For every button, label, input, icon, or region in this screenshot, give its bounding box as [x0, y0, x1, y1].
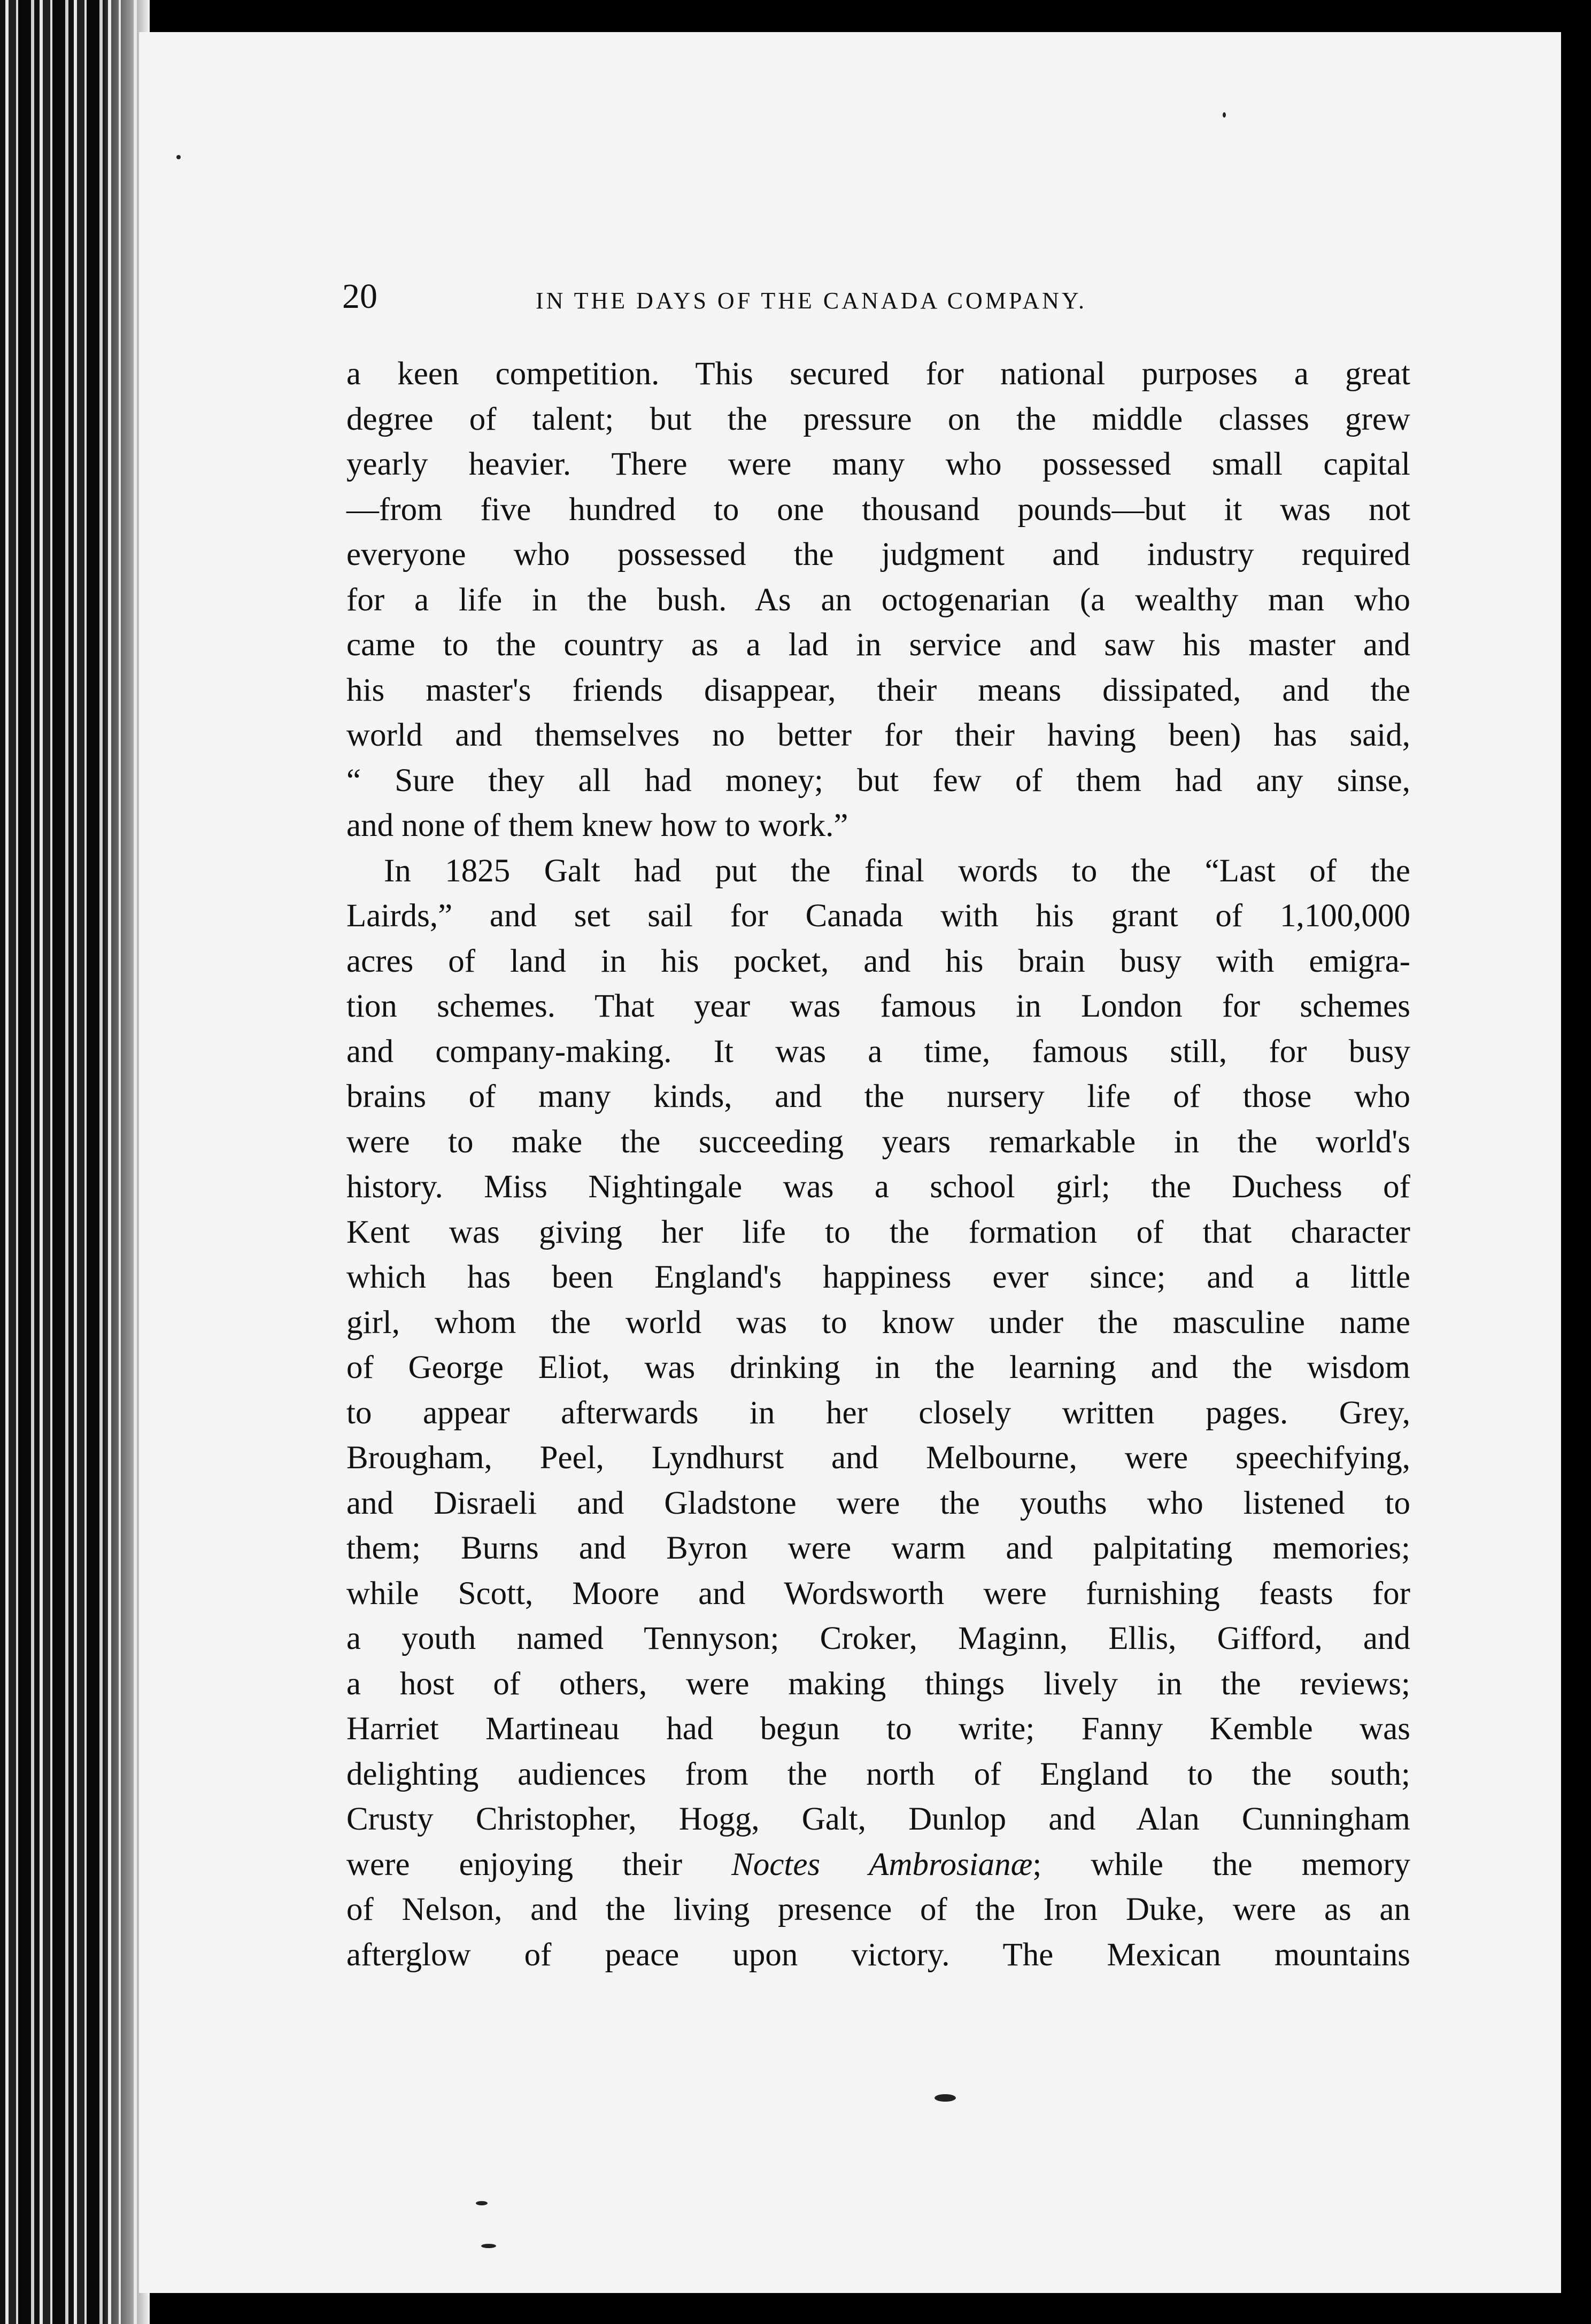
- scan-speck: [176, 155, 181, 159]
- text-line: afterglow of peace upon victory. The Mexican mountains: [346, 1936, 1410, 1973]
- scan-speck: [934, 2094, 956, 2102]
- text-line: were to make the succeeding years remarkable in the world's: [346, 1124, 1410, 1160]
- text-line: acres of land in his pocket, and his brain busy with emigra-: [346, 943, 1410, 979]
- scan-speck: [481, 2244, 496, 2248]
- text-line: yearly heavier. There were many who possessed small capital: [346, 446, 1410, 482]
- text-line: degree of talent; but the pressure on the middle classes grew: [346, 401, 1410, 437]
- text-line: and none of them knew how to work.”: [346, 808, 848, 843]
- paragraph-2: [346, 849, 1410, 1978]
- running-head: IN THE DAYS OF THE CANADA COMPANY.: [536, 288, 1087, 314]
- text-line: which has been England's happiness ever since; and a little: [346, 1259, 1410, 1295]
- text-segment: ; while the memory: [1032, 1846, 1410, 1883]
- text-line: a host of others, were making things lively in the reviews;: [346, 1665, 1410, 1702]
- text-line: Lairds,” and set sail for Canada with his grant of 1,100,000: [346, 898, 1410, 934]
- text-line: Harriet Martineau had begun to write; Fanny Kemble was: [346, 1711, 1410, 1747]
- italic-title: Noctes Ambrosianæ: [731, 1846, 1033, 1883]
- text-line: delighting audiences from the north of England to the south;: [346, 1756, 1410, 1792]
- text-line: his master's friends disappear, their means dissipated, and the: [346, 672, 1410, 708]
- text-line: for a life in the bush. As an octogenarian (a wealthy man who: [346, 582, 1410, 618]
- scan-right-edge: [1561, 0, 1591, 2324]
- text-line: girl, whom the world was to know under the masculine name: [346, 1304, 1410, 1341]
- text-line: Brougham, Peel, Lyndhurst and Melbourne, were speechifying,: [346, 1440, 1410, 1476]
- text-line: of George Eliot, was drinking in the learning and the wisdom: [346, 1350, 1410, 1385]
- text-line: brains of many kinds, and the nursery life of those who: [346, 1079, 1410, 1114]
- text-line: a youth named Tennyson; Croker, Maginn, Ellis, Gifford, and: [346, 1621, 1410, 1656]
- text-line: and company-making. It was a time, famous still, for busy: [346, 1033, 1410, 1070]
- text-line: of Nelson, and the living presence of the Iron Duke, were as an: [346, 1892, 1410, 1927]
- text-line: world and themselves no better for their having been) has said,: [346, 717, 1410, 753]
- text-line: and Disraeli and Gladstone were the youths who listened to: [346, 1485, 1410, 1521]
- text-line: them; Burns and Byron were warm and palpitating memories;: [346, 1530, 1410, 1566]
- text-line: everyone who possessed the judgment and industry required: [346, 537, 1410, 572]
- spine-shadow: [102, 0, 150, 2324]
- text-line: Crusty Christopher, Hogg, Galt, Dunlop and Alan Cunningham: [346, 1801, 1410, 1837]
- scan-speck: [476, 2201, 488, 2205]
- text-line: “ Sure they all had money; but few of them had any sinse,: [346, 762, 1410, 799]
- text-line-italic: [346, 1842, 1410, 1888]
- text-line: came to the country as a lad in service and saw his master and: [346, 627, 1410, 663]
- page-header: [342, 273, 1219, 321]
- text-line: Kent was giving her life to the formation of that character: [346, 1214, 1410, 1250]
- scan-speck: [1223, 112, 1226, 118]
- text-line: In 1825 Galt had put the final words to the “Last of the: [384, 853, 1410, 889]
- text-line: —from five hundred to one thousand pounds—but it was not: [346, 491, 1410, 528]
- body-text: [346, 352, 1410, 1978]
- text-line: tion schemes. That year was famous in London for schemes: [346, 988, 1410, 1024]
- text-line: history. Miss Nightingale was a school girl; the Duchess of: [346, 1169, 1410, 1205]
- paragraph-1: [346, 352, 1410, 849]
- text-line: a keen competition. This secured for national purposes a great: [346, 356, 1410, 392]
- text-segment: were enjoying their: [346, 1846, 732, 1883]
- page-number: 20: [342, 277, 377, 316]
- text-line: while Scott, Moore and Wordsworth were furnishing feasts for: [346, 1575, 1410, 1612]
- text-line: to appear afterwards in her closely written pages. Grey,: [346, 1395, 1410, 1431]
